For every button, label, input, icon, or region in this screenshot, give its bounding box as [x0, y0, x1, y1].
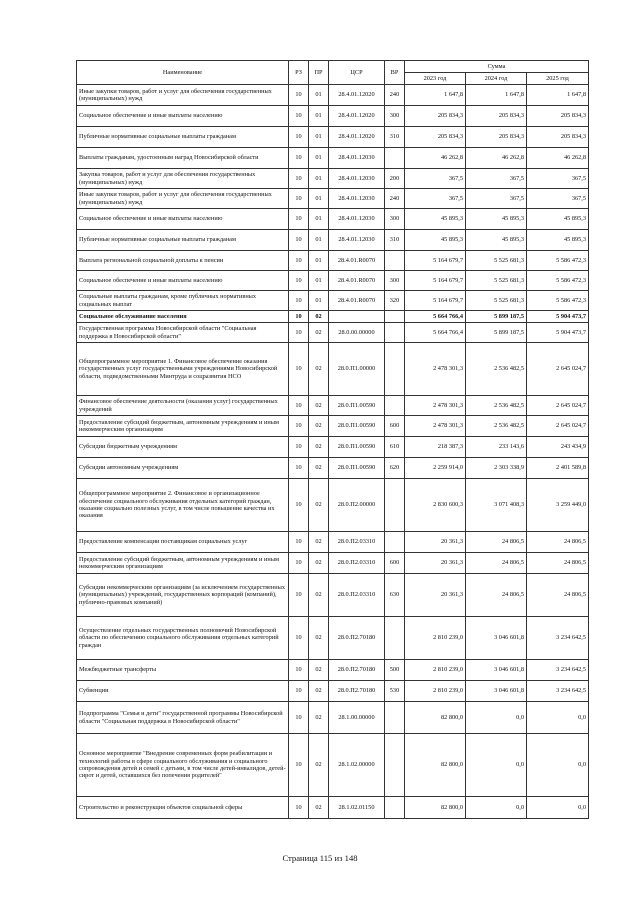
- cell-vr: 240: [385, 85, 405, 106]
- cell-vr: 500: [385, 660, 405, 681]
- cell-pr: 02: [309, 681, 329, 702]
- table-row: [77, 681, 589, 702]
- cell-rz: 10: [289, 169, 309, 189]
- cell-rz: 10: [289, 271, 309, 291]
- cell-2024: 45 895,3: [466, 209, 527, 230]
- table-row: [77, 209, 589, 230]
- cell-2025: 24 806,5: [527, 532, 589, 553]
- cell-2024: 0,0: [466, 797, 527, 819]
- cell-csr: 28.0.П1.00000: [329, 343, 385, 396]
- cell-csr: 28.0.П1.00590: [329, 458, 385, 479]
- cell-2024: 2 536 482,5: [466, 396, 527, 416]
- cell-csr: 28.4.01.12020: [329, 85, 385, 106]
- cell-csr: 28.4.01.12030: [329, 169, 385, 189]
- cell-csr: 28.0.П1.00590: [329, 416, 385, 437]
- table-row: [77, 396, 589, 416]
- cell-name: Общепрограммное мероприятие 1. Финансовое обеспечение оказания государственных услуг государственными учреждениями Новосибирской области, подведомственными Минтруда и соцразвития НСО: [77, 343, 289, 396]
- table-row: [77, 617, 589, 660]
- cell-vr: [385, 797, 405, 819]
- cell-csr: 28.0.П2.70180: [329, 617, 385, 660]
- cell-vr: 240: [385, 189, 405, 209]
- cell-pr: 02: [309, 660, 329, 681]
- cell-2024: 2 536 482,5: [466, 416, 527, 437]
- header-year-2023: 2023 год: [405, 73, 466, 85]
- cell-vr: [385, 532, 405, 553]
- cell-2023: 20 361,3: [405, 532, 466, 553]
- cell-2024: 24 806,5: [466, 532, 527, 553]
- cell-csr: 28.4.01.R0070: [329, 291, 385, 311]
- cell-2025: 2 645 024,7: [527, 396, 589, 416]
- cell-csr: 28.0.П1.00590: [329, 437, 385, 458]
- header-name: Наименование: [77, 61, 289, 85]
- cell-pr: 02: [309, 311, 329, 323]
- budget-table: [76, 60, 589, 819]
- cell-csr: 28.0.П2.03310: [329, 553, 385, 574]
- table-row: [77, 230, 589, 251]
- cell-2023: 367,5: [405, 169, 466, 189]
- cell-2023: 205 834,3: [405, 127, 466, 148]
- cell-2025: 5 904 473,7: [527, 323, 589, 343]
- cell-rz: 10: [289, 343, 309, 396]
- cell-csr: 28.0.П2.70180: [329, 681, 385, 702]
- cell-pr: 01: [309, 85, 329, 106]
- cell-name: Выплаты гражданам, удостоенным наград Новосибирской области: [77, 148, 289, 169]
- cell-csr: 28.4.01.12030: [329, 230, 385, 251]
- cell-name: Межбюджетные трансферты: [77, 660, 289, 681]
- cell-rz: 10: [289, 416, 309, 437]
- table-row: [77, 127, 589, 148]
- table-row: [77, 189, 589, 209]
- cell-csr: 28.0.00.00000: [329, 323, 385, 343]
- cell-rz: 10: [289, 702, 309, 734]
- header-sum: Сумма: [405, 61, 589, 73]
- cell-vr: [385, 323, 405, 343]
- cell-csr: 28.0.П2.00000: [329, 479, 385, 532]
- table-row: [77, 702, 589, 734]
- cell-rz: 10: [289, 127, 309, 148]
- cell-vr: [385, 479, 405, 532]
- cell-pr: 01: [309, 271, 329, 291]
- cell-2024: 3 071 408,3: [466, 479, 527, 532]
- cell-2025: 45 895,3: [527, 230, 589, 251]
- table-row: [77, 251, 589, 271]
- cell-pr: 01: [309, 209, 329, 230]
- table-row: [77, 323, 589, 343]
- cell-2023: 2 810 239,0: [405, 617, 466, 660]
- cell-2025: 1 647,8: [527, 85, 589, 106]
- cell-2024: 2 536 482,5: [466, 343, 527, 396]
- cell-2025: 243 434,9: [527, 437, 589, 458]
- cell-rz: 10: [289, 479, 309, 532]
- cell-2025: 367,5: [527, 169, 589, 189]
- table-row: [77, 437, 589, 458]
- cell-rz: 10: [289, 553, 309, 574]
- cell-rz: 10: [289, 574, 309, 617]
- table-row: [77, 416, 589, 437]
- cell-vr: 310: [385, 230, 405, 251]
- table-row: [77, 734, 589, 797]
- cell-2024: 1 647,8: [466, 85, 527, 106]
- cell-name: Публичные нормативные социальные выплаты гражданам: [77, 230, 289, 251]
- cell-pr: 02: [309, 702, 329, 734]
- cell-csr: 28.4.01.R0070: [329, 271, 385, 291]
- table-row: [77, 479, 589, 532]
- cell-name: Государственная программа Новосибирской области "Социальная поддержка в Новосибирской области": [77, 323, 289, 343]
- cell-rz: 10: [289, 734, 309, 797]
- cell-vr: 300: [385, 209, 405, 230]
- cell-2025: 3 234 642,5: [527, 660, 589, 681]
- table-row: [77, 85, 589, 106]
- cell-name: Иные закупки товаров, работ и услуг для обеспечения государственных (муниципальных) нужд: [77, 85, 289, 106]
- cell-csr: 28.4.01.R0070: [329, 251, 385, 271]
- cell-rz: 10: [289, 311, 309, 323]
- cell-2023: 2 810 239,0: [405, 681, 466, 702]
- cell-2025: 367,5: [527, 189, 589, 209]
- cell-rz: 10: [289, 660, 309, 681]
- cell-pr: 01: [309, 148, 329, 169]
- cell-name: Иные закупки товаров, работ и услуг для обеспечения государственных (муниципальных) нужд: [77, 189, 289, 209]
- cell-2023: 2 810 239,0: [405, 660, 466, 681]
- cell-2025: 5 586 472,3: [527, 271, 589, 291]
- cell-2024: 2 303 338,9: [466, 458, 527, 479]
- cell-rz: 10: [289, 437, 309, 458]
- cell-vr: [385, 311, 405, 323]
- cell-2023: 20 361,3: [405, 553, 466, 574]
- cell-rz: 10: [289, 323, 309, 343]
- cell-2024: 205 834,3: [466, 127, 527, 148]
- cell-2024: 46 262,8: [466, 148, 527, 169]
- cell-name: Подпрограмма "Семья и дети" государственной программы Новосибирской области "Социальная поддержка в Новосибирской области": [77, 702, 289, 734]
- cell-name: Субсидии автономным учреждениям: [77, 458, 289, 479]
- cell-pr: 02: [309, 617, 329, 660]
- cell-vr: [385, 702, 405, 734]
- cell-pr: 02: [309, 396, 329, 416]
- cell-2025: 5 586 472,3: [527, 291, 589, 311]
- cell-2024: 3 046 601,8: [466, 681, 527, 702]
- header-year-2025: 2025 год: [527, 73, 589, 85]
- cell-2024: 5 525 681,3: [466, 271, 527, 291]
- cell-vr: 200: [385, 169, 405, 189]
- cell-rz: 10: [289, 617, 309, 660]
- cell-rz: 10: [289, 230, 309, 251]
- cell-vr: 600: [385, 416, 405, 437]
- cell-vr: [385, 343, 405, 396]
- cell-rz: 10: [289, 681, 309, 702]
- table-row: [77, 797, 589, 819]
- cell-2025: 2 645 024,7: [527, 343, 589, 396]
- cell-2024: 24 806,5: [466, 553, 527, 574]
- cell-pr: 02: [309, 458, 329, 479]
- cell-rz: 10: [289, 209, 309, 230]
- cell-2025: 3 259 449,0: [527, 479, 589, 532]
- cell-2024: 5 899 187,5: [466, 311, 527, 323]
- cell-2024: 367,5: [466, 169, 527, 189]
- table-row: [77, 148, 589, 169]
- cell-2023: 82 800,0: [405, 734, 466, 797]
- cell-vr: 630: [385, 574, 405, 617]
- cell-2023: 5 664 766,4: [405, 311, 466, 323]
- table-row: [77, 660, 589, 681]
- cell-csr: 28.0.П2.70180: [329, 660, 385, 681]
- cell-vr: 300: [385, 271, 405, 291]
- cell-2023: 5 164 679,7: [405, 271, 466, 291]
- cell-2023: 2 478 301,3: [405, 396, 466, 416]
- cell-pr: 01: [309, 251, 329, 271]
- document-page: [76, 60, 588, 819]
- cell-2023: 20 361,3: [405, 574, 466, 617]
- table-body: [77, 85, 589, 819]
- cell-2025: 205 834,3: [527, 106, 589, 127]
- cell-pr: 02: [309, 797, 329, 819]
- cell-vr: [385, 396, 405, 416]
- cell-2023: 46 262,8: [405, 148, 466, 169]
- cell-rz: 10: [289, 532, 309, 553]
- cell-csr: 28.1.02.00000: [329, 734, 385, 797]
- cell-vr: [385, 734, 405, 797]
- cell-csr: 28.0.П2.03310: [329, 574, 385, 617]
- cell-pr: 01: [309, 127, 329, 148]
- cell-pr: 02: [309, 416, 329, 437]
- cell-2024: 24 806,5: [466, 574, 527, 617]
- cell-vr: 300: [385, 106, 405, 127]
- cell-2024: 5 525 681,3: [466, 291, 527, 311]
- cell-pr: 02: [309, 437, 329, 458]
- cell-pr: 01: [309, 169, 329, 189]
- cell-2025: 3 234 642,5: [527, 681, 589, 702]
- cell-vr: 620: [385, 458, 405, 479]
- cell-2025: 45 895,3: [527, 209, 589, 230]
- cell-2024: 45 895,3: [466, 230, 527, 251]
- cell-name: Субсидии бюджетным учреждениям: [77, 437, 289, 458]
- cell-vr: [385, 251, 405, 271]
- cell-rz: 10: [289, 291, 309, 311]
- cell-2023: 2 478 301,3: [405, 343, 466, 396]
- cell-2023: 82 800,0: [405, 797, 466, 819]
- cell-2023: 205 834,3: [405, 106, 466, 127]
- cell-2025: 5 586 472,3: [527, 251, 589, 271]
- cell-pr: 02: [309, 734, 329, 797]
- cell-2024: 0,0: [466, 702, 527, 734]
- cell-rz: 10: [289, 458, 309, 479]
- cell-name: Предоставление субсидий бюджетным, автономным учреждениям и иным некоммерческим организациям: [77, 553, 289, 574]
- cell-2025: 3 234 642,5: [527, 617, 589, 660]
- header-pr: ПР: [309, 61, 329, 85]
- cell-pr: 02: [309, 479, 329, 532]
- cell-csr: 28.0.П1.00590: [329, 396, 385, 416]
- cell-rz: 10: [289, 189, 309, 209]
- table-row: [77, 458, 589, 479]
- cell-2023: 45 895,3: [405, 230, 466, 251]
- cell-2025: 0,0: [527, 734, 589, 797]
- cell-2023: 5 664 766,4: [405, 323, 466, 343]
- cell-rz: 10: [289, 148, 309, 169]
- cell-2024: 367,5: [466, 189, 527, 209]
- cell-vr: 600: [385, 553, 405, 574]
- table-row: [77, 574, 589, 617]
- cell-csr: 28.1.02.01150: [329, 797, 385, 819]
- header-csr: ЦСР: [329, 61, 385, 85]
- cell-rz: 10: [289, 251, 309, 271]
- cell-2025: 0,0: [527, 797, 589, 819]
- cell-2023: 367,5: [405, 189, 466, 209]
- table-row: [77, 291, 589, 311]
- cell-name: Социальное обеспечение и иные выплаты населению: [77, 106, 289, 127]
- cell-name: Субвенции: [77, 681, 289, 702]
- cell-pr: 01: [309, 106, 329, 127]
- cell-pr: 02: [309, 343, 329, 396]
- cell-name: Строительство и реконструкция объектов социальной сферы: [77, 797, 289, 819]
- cell-2023: 5 164 679,7: [405, 291, 466, 311]
- cell-name: Общепрограммное мероприятие 2. Финансовое и организационное обеспечение социального обслуживания отдельных категорий граждан, оказание социально полезных услуг, в том числе повышение качества их оказания: [77, 479, 289, 532]
- table-row: [77, 553, 589, 574]
- cell-pr: 01: [309, 291, 329, 311]
- cell-2025: 2 645 024,7: [527, 416, 589, 437]
- cell-2024: 5 899 187,5: [466, 323, 527, 343]
- cell-vr: 530: [385, 681, 405, 702]
- cell-pr: 02: [309, 574, 329, 617]
- cell-2023: 5 164 679,7: [405, 251, 466, 271]
- cell-csr: 28.1.00.00000: [329, 702, 385, 734]
- cell-2024: 5 525 681,3: [466, 251, 527, 271]
- cell-csr: 28.4.01.12030: [329, 209, 385, 230]
- cell-name: Осуществление отдельных государственных полномочий Новосибирской области по обеспечению социального обслуживания отдельных категорий граждан: [77, 617, 289, 660]
- cell-name: Финансовое обеспечение деятельности (оказания услуг) государственных учреждений: [77, 396, 289, 416]
- cell-2023: 2 259 914,0: [405, 458, 466, 479]
- cell-vr: [385, 617, 405, 660]
- cell-2023: 45 895,3: [405, 209, 466, 230]
- cell-2024: 233 143,6: [466, 437, 527, 458]
- cell-2024: 3 046 601,8: [466, 617, 527, 660]
- table-row: [77, 532, 589, 553]
- cell-2025: 5 904 473,7: [527, 311, 589, 323]
- cell-rz: 10: [289, 396, 309, 416]
- table-row: [77, 311, 589, 323]
- cell-2025: 24 806,5: [527, 574, 589, 617]
- cell-name: Закупка товаров, работ и услуг для обеспечения государственных (муниципальных) нужд: [77, 169, 289, 189]
- cell-name: Субсидии некоммерческим организациям (за исключением государственных (муниципальных) учреждений, государственных корпораций (компаний), публично-правовых компаний): [77, 574, 289, 617]
- cell-2024: 205 834,3: [466, 106, 527, 127]
- table-header: [77, 61, 589, 85]
- header-rz: РЗ: [289, 61, 309, 85]
- cell-2023: 2 830 600,3: [405, 479, 466, 532]
- cell-2024: 0,0: [466, 734, 527, 797]
- table-row: [77, 343, 589, 396]
- table-row: [77, 106, 589, 127]
- cell-2023: 2 478 301,3: [405, 416, 466, 437]
- cell-name: Основное мероприятие "Внедрение современных форм реабилитации и технологий работы в сфере социального обслуживания и социального сопровождения детей и семей с детьми, в том числе детей-инвалидов, детей-сирот и детей, оставшихся без попечения родителей": [77, 734, 289, 797]
- cell-2023: 82 800,0: [405, 702, 466, 734]
- cell-csr: 28.4.01.12030: [329, 189, 385, 209]
- cell-vr: 610: [385, 437, 405, 458]
- cell-name: Публичные нормативные социальные выплаты гражданам: [77, 127, 289, 148]
- header-year-2024: 2024 год: [466, 73, 527, 85]
- cell-2025: 46 262,8: [527, 148, 589, 169]
- header-vr: ВР: [385, 61, 405, 85]
- cell-name: Предоставление компенсации поставщикам социальных услуг: [77, 532, 289, 553]
- cell-csr: 28.4.01.12020: [329, 106, 385, 127]
- cell-name: Социальные выплаты гражданам, кроме публичных нормативных социальных выплат: [77, 291, 289, 311]
- cell-2024: 3 046 601,8: [466, 660, 527, 681]
- cell-pr: 02: [309, 553, 329, 574]
- cell-name: Социальное обслуживание населения: [77, 311, 289, 323]
- cell-2025: 24 806,5: [527, 553, 589, 574]
- cell-2025: 2 401 589,8: [527, 458, 589, 479]
- cell-vr: 320: [385, 291, 405, 311]
- cell-2025: 205 834,3: [527, 127, 589, 148]
- cell-2023: 1 647,8: [405, 85, 466, 106]
- cell-csr: [329, 311, 385, 323]
- cell-pr: 01: [309, 230, 329, 251]
- table-row: [77, 169, 589, 189]
- cell-rz: 10: [289, 106, 309, 127]
- cell-csr: 28.4.01.12020: [329, 127, 385, 148]
- page-number: Страница 115 из 148: [282, 853, 358, 863]
- cell-csr: 28.4.01.12030: [329, 148, 385, 169]
- cell-csr: 28.0.П2.03310: [329, 532, 385, 553]
- cell-2025: 0,0: [527, 702, 589, 734]
- cell-pr: 02: [309, 323, 329, 343]
- cell-pr: 01: [309, 189, 329, 209]
- cell-vr: 310: [385, 127, 405, 148]
- cell-name: Выплата региональной социальной доплаты к пенсии: [77, 251, 289, 271]
- cell-vr: [385, 148, 405, 169]
- cell-name: Социальное обеспечение и иные выплаты населению: [77, 271, 289, 291]
- cell-rz: 10: [289, 85, 309, 106]
- table-row: [77, 271, 589, 291]
- cell-pr: 02: [309, 532, 329, 553]
- cell-rz: 10: [289, 797, 309, 819]
- cell-2023: 218 387,3: [405, 437, 466, 458]
- cell-name: Социальное обеспечение и иные выплаты населению: [77, 209, 289, 230]
- cell-name: Предоставление субсидий бюджетным, автономным учреждениям и иным некоммерческим организациям: [77, 416, 289, 437]
